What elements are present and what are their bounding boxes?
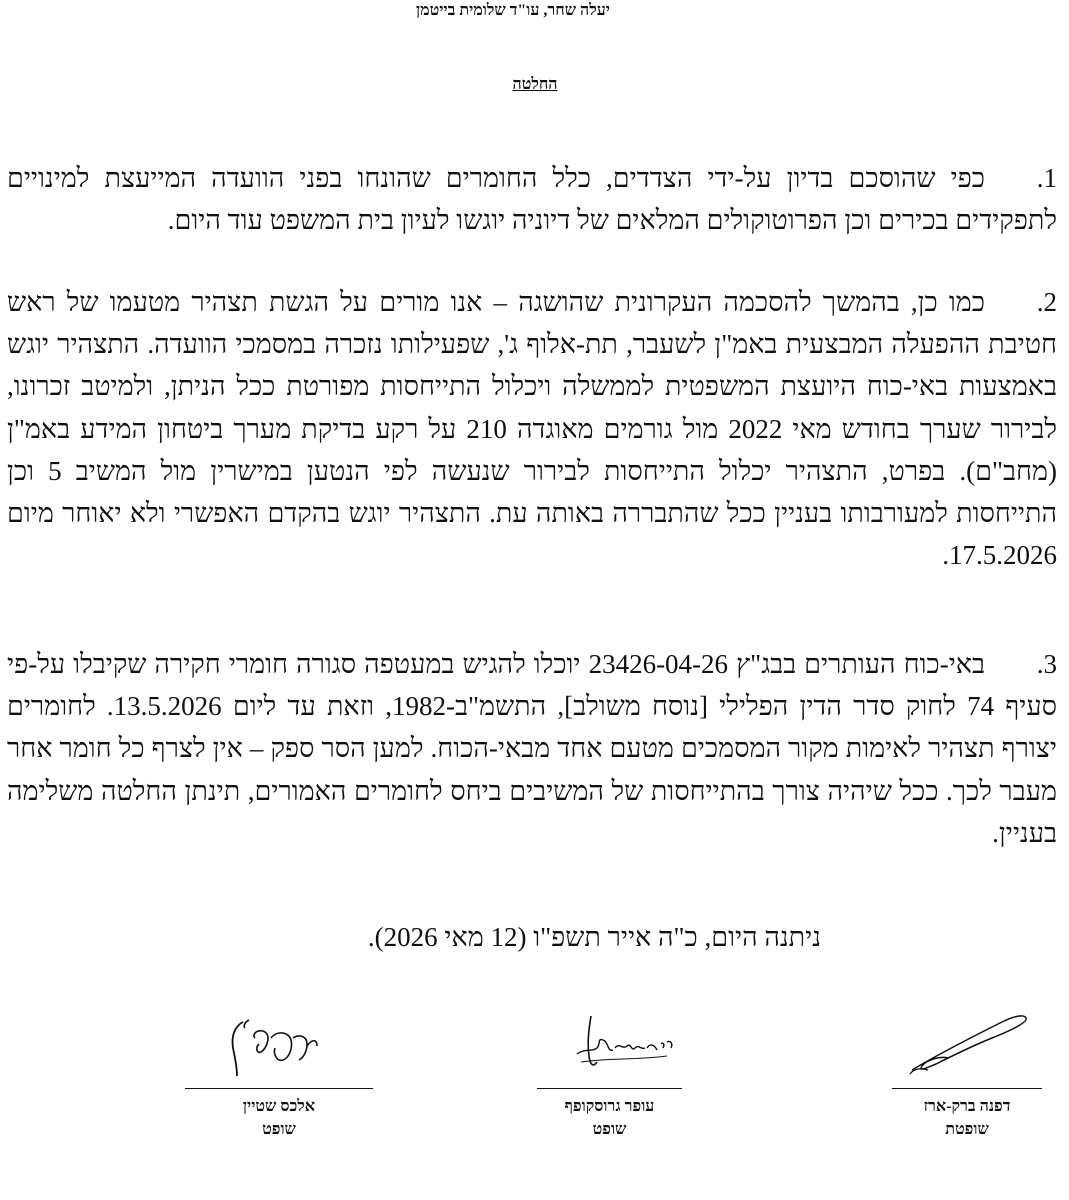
handwritten-signature-grosskopf [537,1008,682,1088]
signature-line [892,1088,1042,1089]
paragraph-number: 3. [1036,649,1057,679]
signature-block-barak-erez [892,1008,1042,1158]
judge-title: שופט [262,1121,296,1138]
handwritten-signature-stein [185,1008,373,1088]
paragraph-text: כפי שהוסכם בדיון על-ידי הצדדים, כלל החומרים שהונחו בפני הוועדה המייעצת למינויים לתפקידים בכירים וכן הפרוטוקולים המלאים של דיוניה יוגשו לעיון בית המשפט עוד היום. [7,163,1057,236]
signature-block-stein [185,1008,373,1158]
paragraph-text: כמו כן, בהמשך להסכמה העקרונית שהושגה – אנו מורים על הגשת תצהיר מטעמו של ראש חטיבת ההפעלה המבצעית באמ"ן לשעבר, תת-אלוף ג', שפעילותו נזכרה במסמכי הוועדה. התצהיר יוגש באמצעות באי-כוח היועצת המשפטית לממשלה ויכלול התייחסות מפורטת ככל הניתן, ולמיטב זכרונו, לבירור שערך בחודש מאי 2022 מול גורמים מאוגדה 210 על רקע בדיקת מערך ביטחון המידע באמ"ן (מחב"ם). בפרט, התצהיר יכלול התייחסות לבירור שנעשה לפי הנטען במישרין מול המשיב 5 וכן התייחסות למעורבותו בעניין ככל שהתבררה באותה עת. התצהיר יוגש בהקדם האפשרי ולא יאוחר מיום 17.5.2026. [7,287,1057,571]
paragraph-1 [7,157,1057,241]
paragraph-text: באי-כוח העותרים בבג"ץ 23426-04-26 יוכלו להגיש במעטפה סגורה חומרי חקירה שקיבלו על-פי סעיף 74 לחוק סדר הדין הפלילי [נוסח משולב], התשמ"ב-1982, וזאת עד ליום 13.5.2026. לחומרים יצורף תצהיר לאימות מקור המסמכים מטעם אחד מבאי-הכוח. למען הסר ספק – אין לצרף כל חומר אחר מעבר לכך. ככל שיהיה צורך בהתייחסות של המשיבים ביחס לחומרים האמורים, תינתן החלטה משלימה בעניין. [7,649,1057,848]
paragraph-2 [7,281,1057,576]
signature-block-grosskopf [537,1008,682,1158]
paragraph-number: 2. [1036,287,1057,317]
judge-title: שופטת [945,1121,989,1138]
judge-name: דפנה ברק-ארז [923,1098,1011,1115]
judge-name: אלכס שטיין [242,1098,316,1115]
handwritten-signature-barak-erez [892,1008,1042,1088]
counsel-line: יעלה שחר, עו"ד שלומית בייטמן [416,2,610,19]
paragraph-number: 1. [1036,163,1057,193]
decision-title: החלטה [512,76,558,93]
signature-line [185,1088,373,1089]
signature-line [537,1088,682,1089]
paragraph-3 [7,643,1057,854]
judge-title: שופט [592,1121,627,1138]
given-date-line: ניתנה היום, כ"ה אייר תשפ"ו (12 מאי 2026). [367,922,821,952]
judge-name: עופר גרוסקופף [564,1098,655,1115]
